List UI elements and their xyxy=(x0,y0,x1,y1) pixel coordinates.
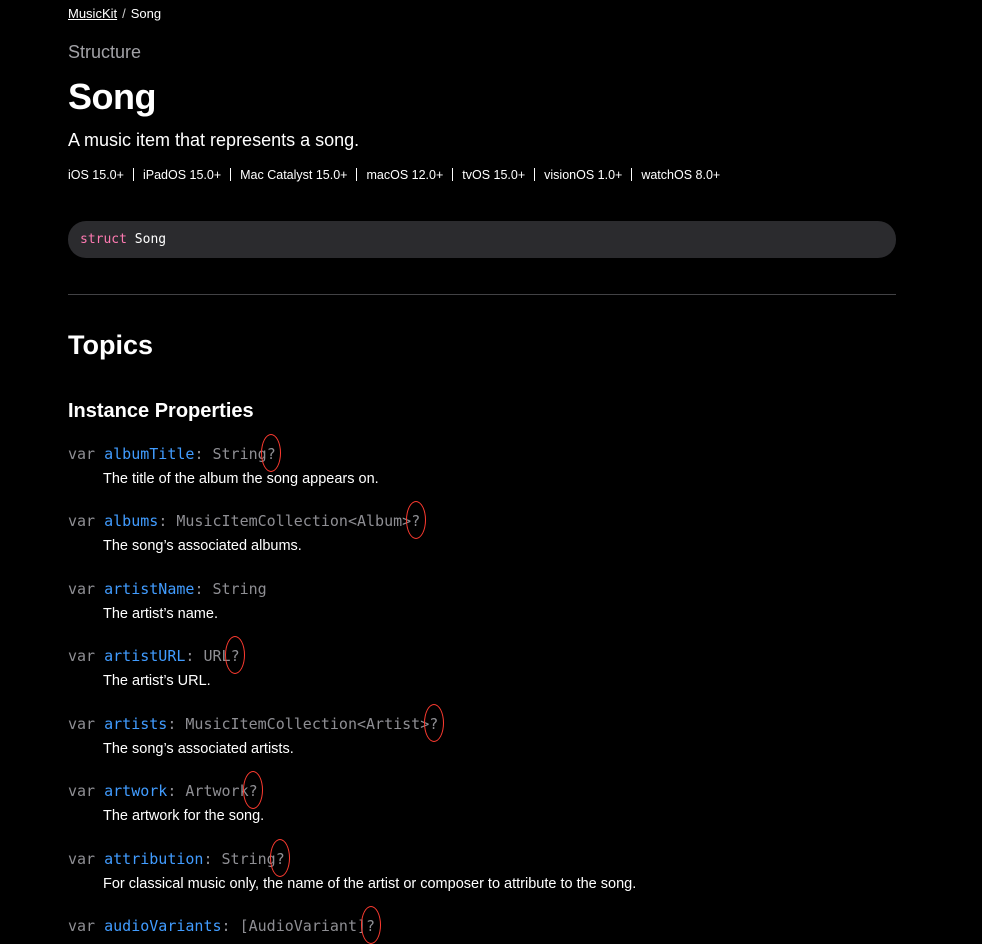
breadcrumb-current: Song xyxy=(130,6,162,21)
property-link-artists[interactable]: artists xyxy=(104,715,168,733)
breadcrumb xyxy=(68,6,161,21)
annotation-circle xyxy=(243,771,263,809)
section-divider xyxy=(68,294,896,295)
platform-divider xyxy=(631,168,632,181)
property-link-audiovariants[interactable]: audioVariants xyxy=(104,917,222,935)
symbol-kind-label: Structure xyxy=(68,42,142,62)
optional-marker xyxy=(429,713,438,735)
colon: : xyxy=(167,782,186,800)
platform-macos: macOS 12.0+ xyxy=(366,168,444,182)
optional-question-mark: ? xyxy=(230,647,240,665)
property-type: [AudioVariant] xyxy=(239,917,367,935)
property-description: The song’s associated albums. xyxy=(103,538,302,554)
property-item xyxy=(68,645,896,689)
colon: : xyxy=(194,580,213,598)
var-keyword: var xyxy=(68,917,96,935)
property-item xyxy=(68,578,896,622)
annotation-circle xyxy=(424,704,444,742)
property-description: The artist’s URL. xyxy=(103,673,211,689)
property-link-albums[interactable]: albums xyxy=(104,512,159,530)
platform-divider xyxy=(133,168,134,181)
optional-question-mark: ? xyxy=(266,445,276,463)
property-description: For classical music only, the name of the artist or composer to attribute to the song. xyxy=(103,876,637,892)
property-description: The artist’s name. xyxy=(103,606,218,622)
declaration-name: Song xyxy=(134,232,167,247)
property-item xyxy=(68,780,896,824)
var-keyword: var xyxy=(68,850,96,868)
instance-properties-heading: Instance Properties xyxy=(68,400,254,422)
annotation-circle xyxy=(406,501,426,539)
property-type: String xyxy=(212,445,267,463)
colon: : xyxy=(185,647,204,665)
breadcrumb-link-musickit[interactable]: MusicKit xyxy=(68,6,118,21)
page-abstract: A music item that represents a song. xyxy=(68,130,360,150)
platform-visionos: visionOS 1.0+ xyxy=(544,168,623,182)
property-item xyxy=(68,848,896,892)
var-keyword: var xyxy=(68,445,96,463)
platform-mac-catalyst: Mac Catalyst 15.0+ xyxy=(240,168,348,182)
property-type: Artwork xyxy=(185,782,249,800)
var-keyword: var xyxy=(68,715,96,733)
optional-question-mark: ? xyxy=(275,850,285,868)
property-link-attribution[interactable]: attribution xyxy=(104,850,204,868)
property-signature xyxy=(68,443,896,465)
optional-question-mark: ? xyxy=(429,715,439,733)
platform-ipados: iPadOS 15.0+ xyxy=(142,168,222,182)
var-keyword: var xyxy=(68,647,96,665)
property-description: The artwork for the song. xyxy=(103,808,265,824)
annotation-circle xyxy=(270,839,290,877)
optional-marker xyxy=(231,645,240,667)
optional-marker xyxy=(249,780,258,802)
property-link-albumtitle[interactable]: albumTitle xyxy=(104,445,195,463)
property-signature xyxy=(68,780,896,802)
platform-divider xyxy=(356,168,357,181)
property-link-artisturl[interactable]: artistURL xyxy=(104,647,186,665)
property-link-artistname[interactable]: artistName xyxy=(104,580,195,598)
platform-ios: iOS 15.0+ xyxy=(68,168,124,182)
property-item xyxy=(68,443,896,487)
platform-tvos: tvOS 15.0+ xyxy=(462,168,526,182)
property-link-artwork[interactable]: artwork xyxy=(104,782,168,800)
property-signature xyxy=(68,915,896,937)
breadcrumb-separator: / xyxy=(122,6,126,21)
annotation-circle xyxy=(361,906,381,944)
colon: : xyxy=(203,850,222,868)
var-keyword: var xyxy=(68,580,96,598)
property-type: MusicItemCollection<Album> xyxy=(176,512,412,530)
colon: : xyxy=(167,715,186,733)
declaration-keyword: struct xyxy=(80,232,127,247)
page-title: Song xyxy=(68,76,156,117)
colon: : xyxy=(221,917,240,935)
property-signature xyxy=(68,510,896,532)
colon: : xyxy=(194,445,213,463)
annotation-circle xyxy=(261,434,281,472)
property-signature xyxy=(68,645,896,667)
property-signature xyxy=(68,713,896,735)
optional-marker xyxy=(276,848,285,870)
property-type: String xyxy=(212,580,267,598)
platform-divider xyxy=(534,168,535,181)
optional-marker xyxy=(411,510,420,532)
property-item xyxy=(68,510,896,554)
property-description: The song’s associated artists. xyxy=(103,741,294,757)
var-keyword: var xyxy=(68,512,96,530)
platform-watchos: watchOS 8.0+ xyxy=(641,168,721,182)
var-keyword: var xyxy=(68,782,96,800)
property-item xyxy=(68,713,896,757)
property-type: URL xyxy=(203,647,231,665)
optional-question-mark: ? xyxy=(411,512,421,530)
colon: : xyxy=(158,512,177,530)
optional-question-mark: ? xyxy=(248,782,258,800)
property-signature xyxy=(68,848,896,870)
platform-availability xyxy=(68,168,720,182)
property-item xyxy=(68,915,896,937)
optional-marker xyxy=(267,443,276,465)
annotation-circle xyxy=(225,636,245,674)
topics-heading: Topics xyxy=(68,330,154,360)
property-signature xyxy=(68,578,896,600)
optional-question-mark: ? xyxy=(366,917,376,935)
platform-divider xyxy=(452,168,453,181)
declaration-box xyxy=(68,221,896,258)
property-description: The title of the album the song appears on. xyxy=(103,471,379,487)
platform-divider xyxy=(230,168,231,181)
optional-marker xyxy=(366,915,375,937)
property-type: String xyxy=(221,850,276,868)
property-type: MusicItemCollection<Artist> xyxy=(185,715,430,733)
